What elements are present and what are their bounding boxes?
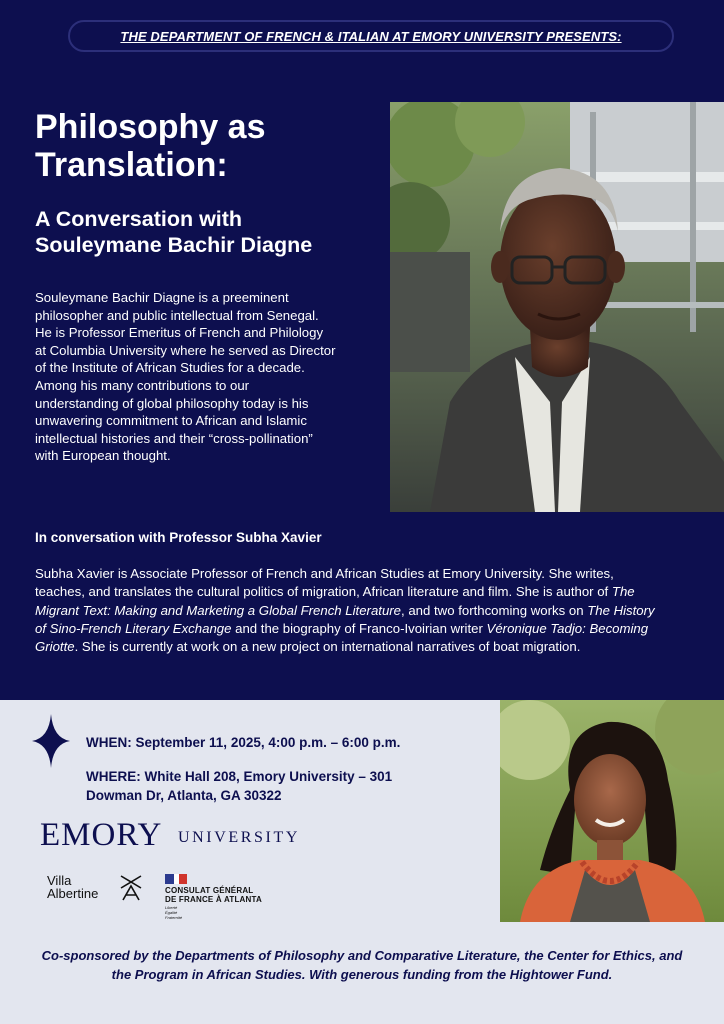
presenter-banner — [68, 20, 674, 52]
moderator-bio-text: . She is currently at work on a new project on international narratives of boat migration. — [74, 639, 581, 655]
moderator-bio-text: and the biography of Franco-Ivoirian writer — [231, 620, 487, 636]
bio-line: intellectual histories and their “cross-pollination” — [35, 430, 313, 446]
speaker-photo-illustration — [390, 102, 724, 512]
emory-logo — [40, 817, 300, 855]
emory-university-text: UNIVERSITY — [178, 829, 300, 846]
event-title — [35, 108, 375, 184]
presenter-text: THE DEPARTMENT OF FRENCH & ITALIAN AT EMORY UNIVERSITY PRESENTS: — [120, 28, 622, 44]
french-flag-icon — [165, 874, 187, 884]
bio-line: of the Institute of African Studies for a decade. — [35, 360, 305, 376]
consulat-logo — [165, 874, 275, 920]
book-title: The History of Sino-French Literary Exchange — [35, 602, 655, 636]
conversation-heading: In conversation with Professor Subha Xavier — [35, 530, 322, 545]
consulat-motto-2: Égalité — [165, 910, 178, 915]
moderator-bio — [35, 565, 660, 656]
event-subtitle — [35, 206, 385, 258]
villa-line-2: Albertine — [47, 886, 99, 901]
moderator-photo-illustration — [500, 700, 724, 922]
villa-line-1: Villa — [47, 873, 72, 888]
consulat-line-1: CONSULAT GÉNÉRAL — [165, 886, 254, 895]
title-line-2: Translation: — [35, 146, 228, 184]
event-where — [86, 767, 446, 805]
speaker-photo — [390, 102, 724, 512]
bio-line: Souleymane Bachir Diagne is a preeminent — [35, 290, 289, 305]
title-line-1: Philosophy as — [35, 108, 266, 146]
sparkle-icon — [32, 714, 70, 768]
bio-line: unwavering commitment to African and Islamic — [35, 413, 307, 429]
event-when — [86, 733, 400, 752]
book-title: Véronique Tadjo: Becoming Griotte — [35, 620, 649, 655]
moderator-bio-text: , and two forthcoming works on — [401, 602, 588, 618]
bio-line: with European thought. — [35, 448, 171, 464]
consulat-line-2: DE FRANCE À ATLANTA — [165, 895, 262, 904]
bio-line: Among his many contributions to our — [35, 377, 250, 393]
bio-line: philosopher and public intellectual from Senegal. — [35, 307, 319, 323]
cosponsor-note: Co-sponsored by the Departments of Philosophy and Comparative Literature, the Center for Ethics, and the Program in African Studies. With generous funding from the Hightower Fund. — [41, 948, 683, 982]
consulat-motto-1: Liberté — [165, 905, 178, 910]
where-line-1: White Hall 208, Emory University – 301 — [144, 769, 393, 784]
villa-albertine-mark-icon — [119, 874, 143, 902]
when-label: WHEN: — [86, 735, 132, 750]
bio-line: understanding of global philosophy today is his — [35, 395, 309, 411]
subtitle-line-1: A Conversation with — [35, 207, 243, 231]
speaker-bio — [35, 289, 375, 465]
villa-albertine-logo — [47, 873, 147, 905]
moderator-bio-text: Subha Xavier is Associate Professor of French and African Studies at Emory University. She writes, teaches, and translates the cultural politics of migration, African literature and film. She is author of — [35, 566, 614, 600]
consulat-motto-3: Fraternité — [165, 915, 183, 920]
emory-wordmark: EMORY — [40, 817, 163, 853]
where-line-2: Dowman Dr, Atlanta, GA 30322 — [86, 788, 282, 803]
bio-line: at Columbia University where he served as Director — [35, 342, 336, 358]
subtitle-line-2: Souleymane Bachir Diagne — [35, 233, 313, 257]
bio-line: He is Professor Emeritus of French and Philology — [35, 325, 324, 341]
when-value: September 11, 2025, 4:00 p.m. – 6:00 p.m. — [135, 735, 401, 750]
book-title: The Migrant Text: Making and Marketing a Global French Literature — [35, 584, 635, 618]
where-label: WHERE: — [86, 769, 141, 784]
moderator-photo — [500, 700, 724, 922]
